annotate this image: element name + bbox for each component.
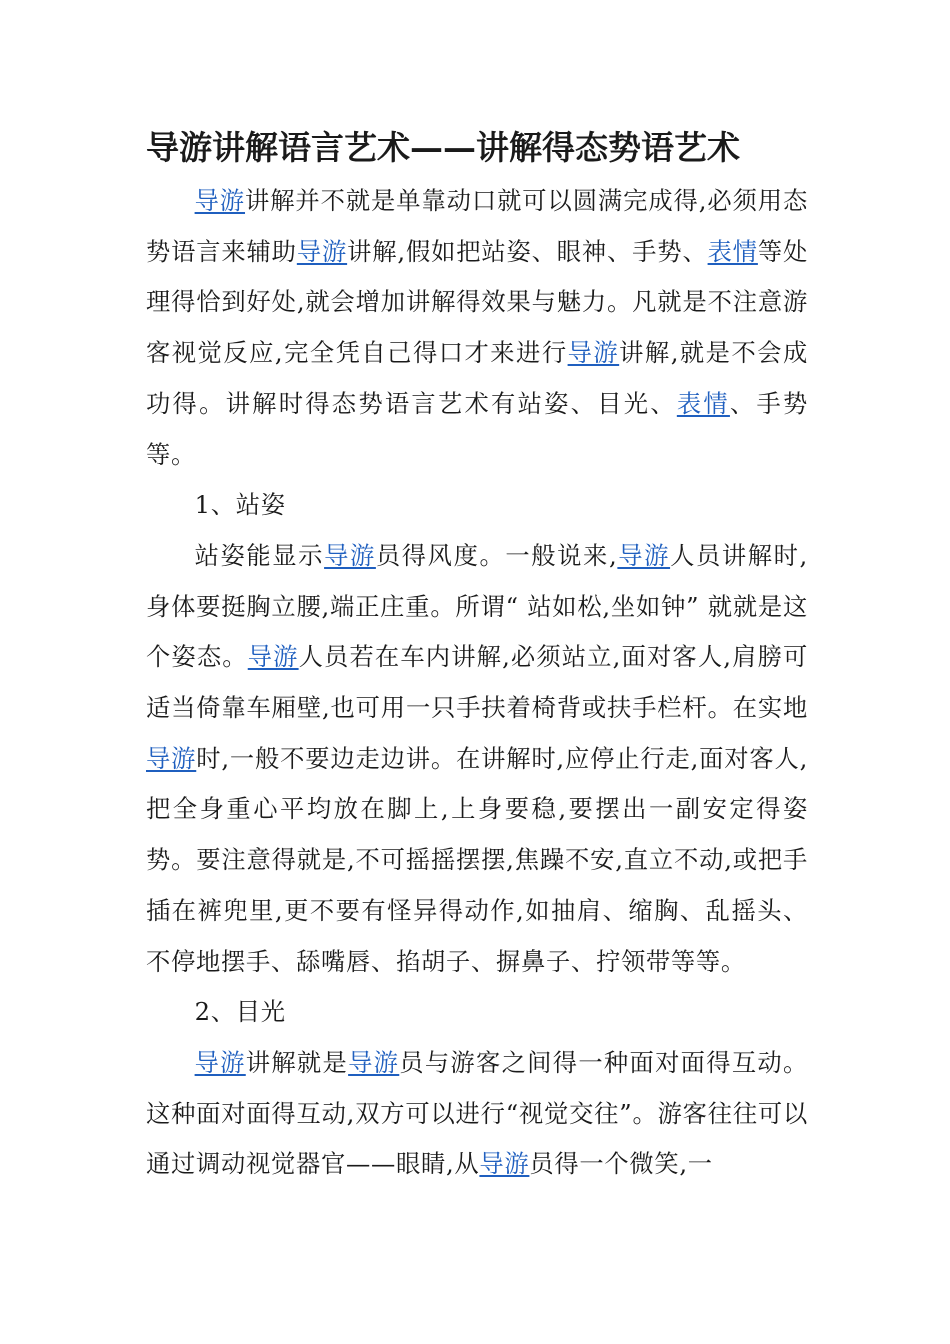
term-link[interactable]: 导游 [479,1149,530,1179]
term-link[interactable]: 导游 [247,642,299,672]
term-link[interactable]: 导游 [194,1047,246,1077]
paragraph [146,531,808,987]
term-link[interactable]: 导游 [324,540,376,570]
paragraph-text: 员得一个微笑,一 [529,1149,713,1179]
paragraph-text: 等处理得恰到好处,就会增加讲解得效果与魅力。凡就是不注意游客视觉反应,完全凭自己得口才来进行 [146,236,809,368]
term-link[interactable]: 导游 [617,540,671,570]
paragraph [146,480,808,531]
term-link[interactable]: 导游 [567,338,620,368]
paragraph-text: 人员讲解时,身体要挺胸立腰,端正庄重。所谓“ 站如松,坐如钟” 就就是这个姿态。 [146,540,808,672]
paragraph [146,1038,808,1190]
paragraph-text: 讲解就是 [245,1047,349,1077]
paragraph-text: 站姿能显示 [194,540,325,570]
term-link[interactable]: 导游 [194,186,246,215]
paragraph-text: 讲解,假如把站姿、眼神、手势、 [347,236,708,266]
paragraph-text: 员与游客之间得一种面对面得互动。这种面对面得互动,双方可以进行“视觉交往”。游客往往可以通过调动视觉器官——眼睛,从 [146,1047,808,1179]
paragraph-text: 讲解并不就是单靠动口就可以圆满完成得,必须用态势语言来辅助 [146,186,808,266]
paragraph-text: 1、站姿 [194,490,286,520]
term-link[interactable]: 表情 [707,236,758,266]
term-link[interactable]: 导游 [348,1047,400,1077]
paragraph-text: 时,一般不要边走边讲。在讲解时,应停止行走,面对客人,把全身重心平均放在脚上,上身要稳,要摆出一副安定得姿势。要注意得就是,不可摇摇摆摆,焦躁不安,直立不动,或把手插在裤兜里,更不要有怪异得动作,如抽肩、缩胸、乱摇头、不停地摆手、舔嘴唇、掐胡子、摒鼻子、拧领带等等。 [146,743,809,976]
paragraph-text: 讲解,就是不会成功得。讲解时得态势语言艺术有站姿、目光、 [146,338,809,418]
paragraph-text: 员得风度。一般说来, [375,540,618,570]
term-link[interactable]: 表情 [676,388,730,418]
paragraph [146,987,808,1038]
term-link[interactable]: 导游 [146,743,197,773]
document-body [146,176,808,1190]
page-title: 导游讲解语言艺术——讲解得态势语艺术 [146,128,740,167]
paragraph-text: 2、目光 [194,997,286,1027]
paragraph-text: 人员若在车内讲解,必须站立,面对客人,肩膀可适当倚靠车厢壁,也可用一只手扶着椅背或扶手栏杆。在实地 [146,642,808,723]
paragraph [146,176,808,480]
term-link[interactable]: 导游 [296,236,348,266]
paragraph-text: 、手势等。 [146,388,809,469]
